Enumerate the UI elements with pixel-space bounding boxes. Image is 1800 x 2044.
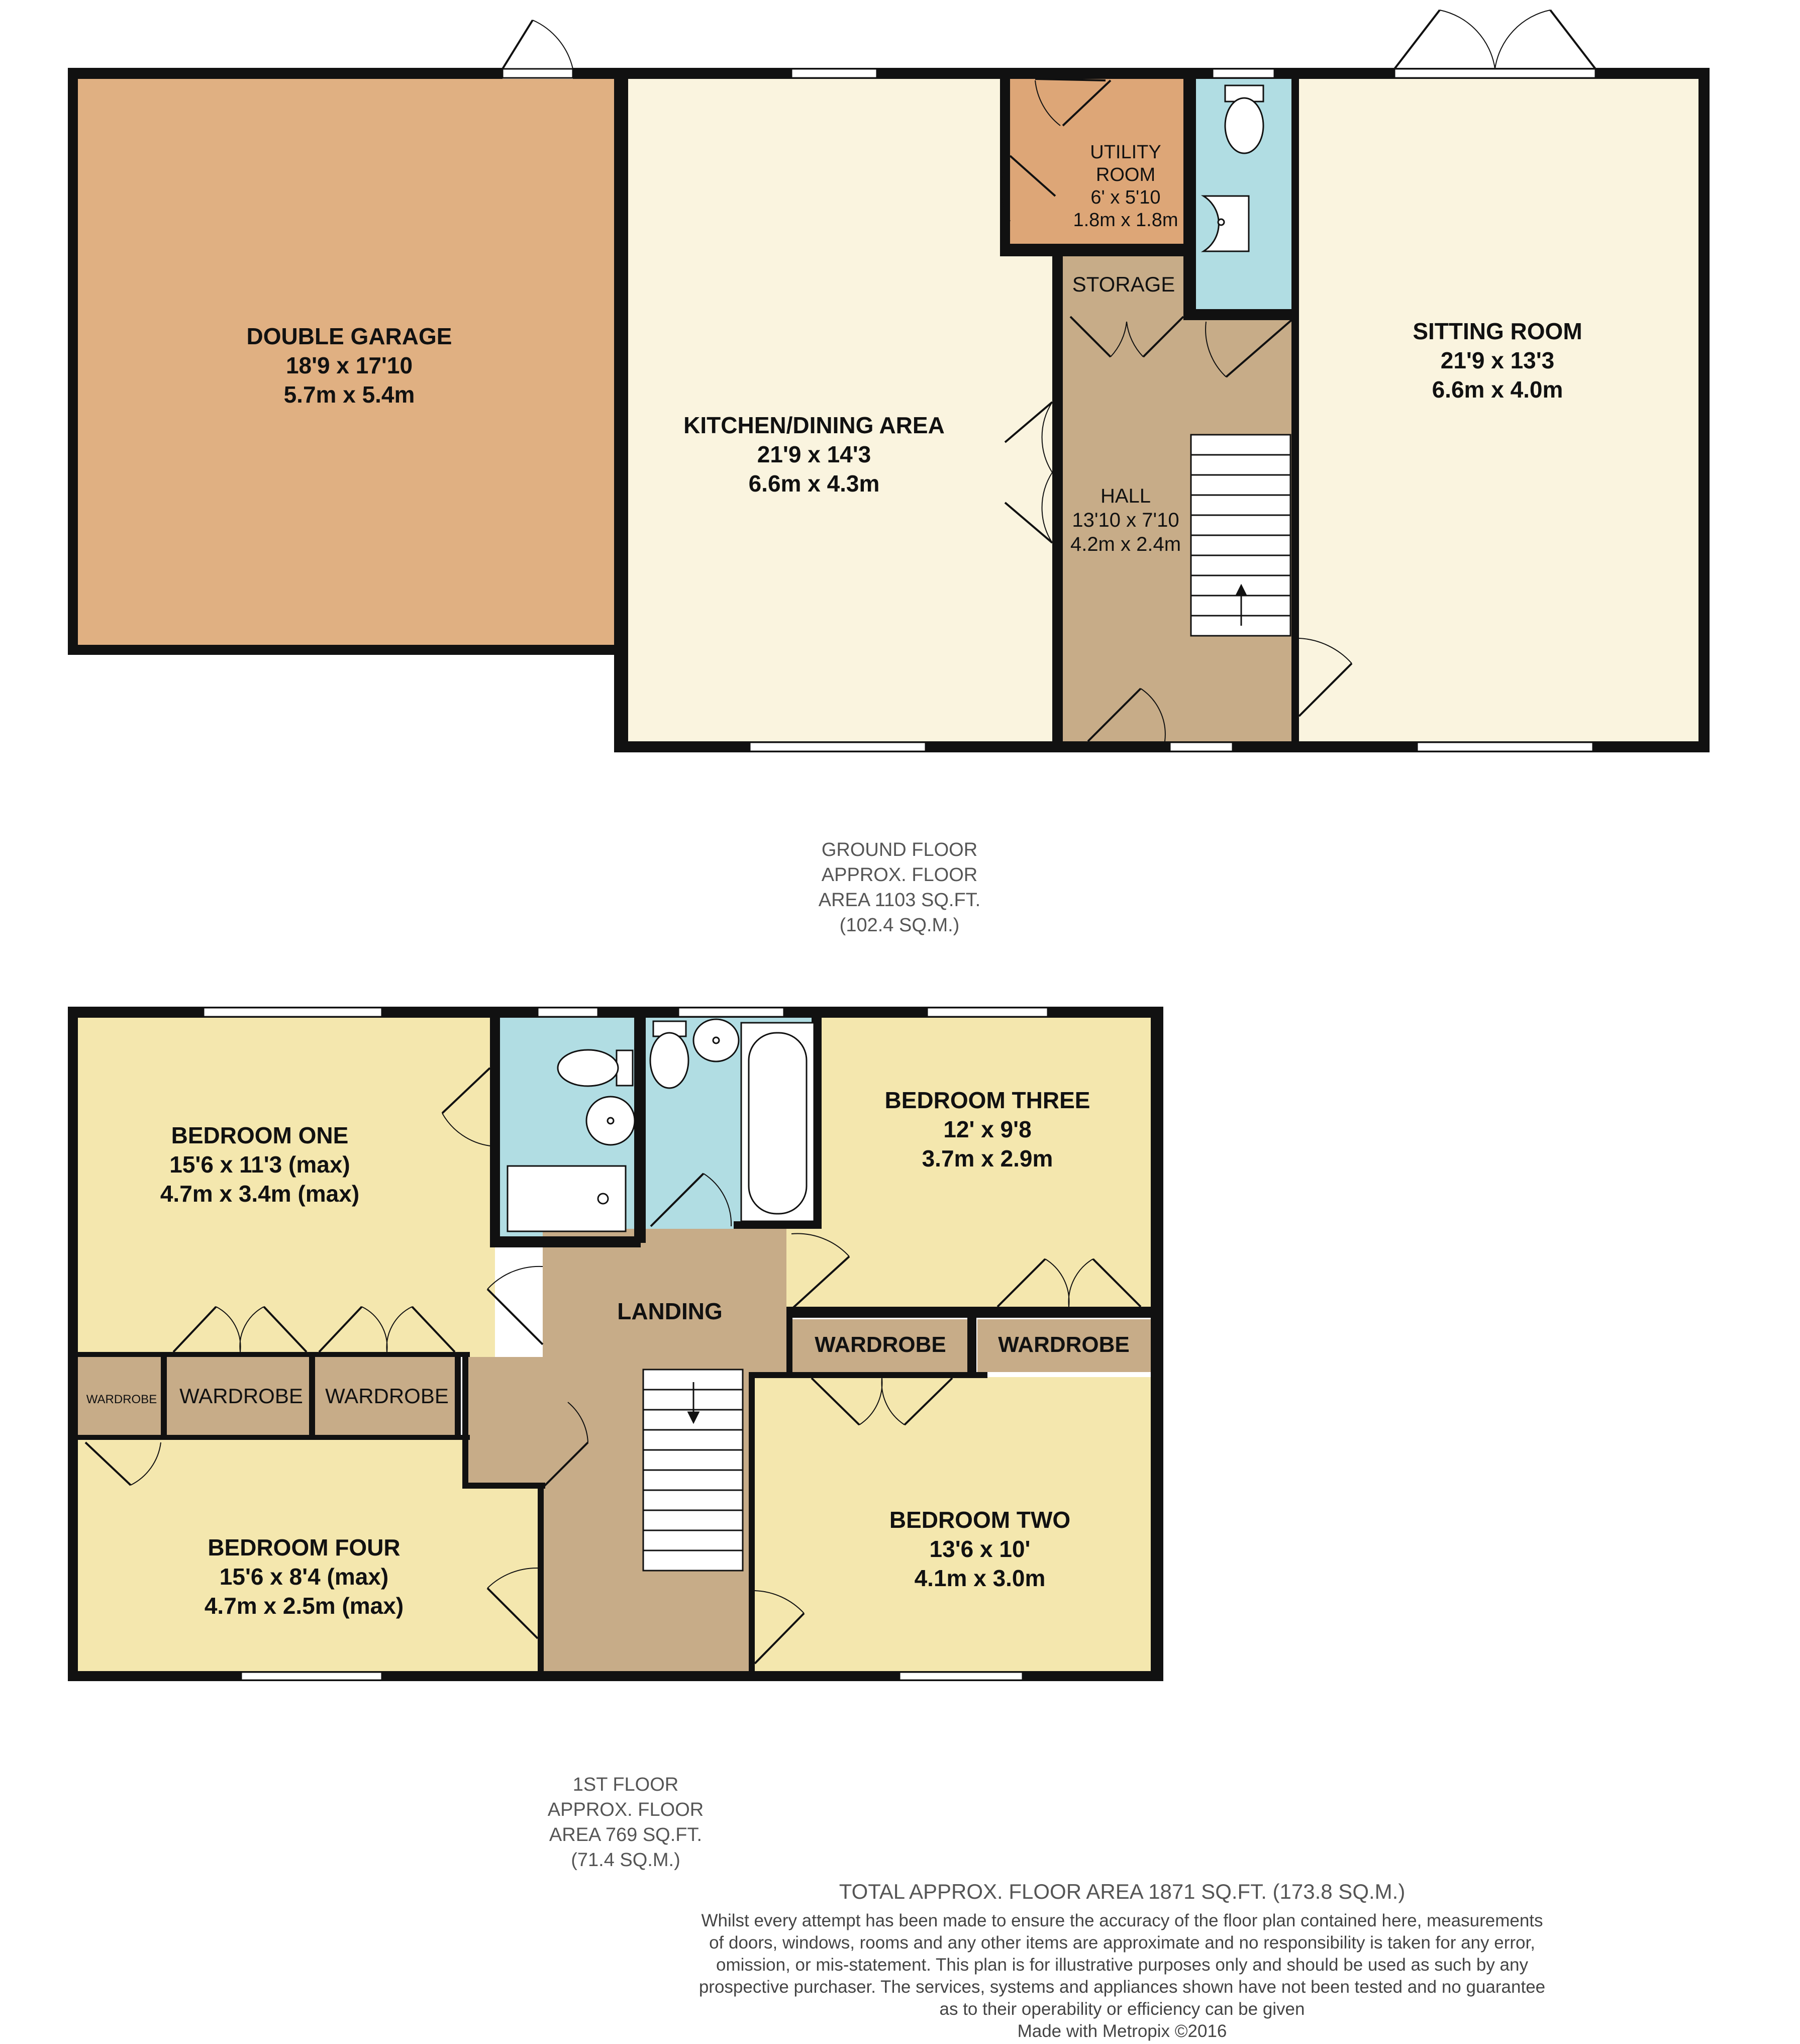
first-caption-3: AREA 769 SQ.FT. [549,1824,703,1845]
kitchen-imperial: 21'9 x 14'3 [757,441,871,467]
storage-name: STORAGE [1072,272,1175,296]
bed3-imperial: 12' x 9'8 [943,1116,1032,1142]
kitchen-floor [628,79,1055,744]
ground-floor-caption [819,839,980,936]
disclaimer-line-4: prospective purchaser. The services, systems and appliances shown have not been tested and no guarantee [698,1977,1546,1997]
wardrobe-label-1: WARDROBE [179,1384,303,1408]
bed4-name: BEDROOM FOUR [208,1534,401,1561]
first-caption-2: APPROX. FLOOR [547,1799,704,1820]
wardrobe-label-4: WARDROBE [998,1332,1130,1357]
garage-imperial: 18'9 x 17'10 [285,352,413,378]
credit: Made with Metropix ©2016 [1017,2021,1227,2041]
bed1-label [160,1122,359,1207]
ground-floor [68,10,1710,936]
wardrobe-label-2: WARDROBE [325,1384,449,1408]
sitting-name: SITTING ROOM [1413,318,1582,344]
bed3-name: BEDROOM THREE [884,1087,1090,1113]
ground-caption-4: (102.4 SQ.M.) [839,915,960,936]
utility-metric: 1.8m x 1.8m [1073,210,1178,231]
first-floor [68,1007,1163,1871]
ground-caption-1: GROUND FLOOR [821,839,978,860]
hall-name: HALL [1100,485,1151,507]
bed2-name: BEDROOM TWO [889,1507,1071,1533]
footer [699,1880,1545,2041]
ground-caption-3: AREA 1103 SQ.FT. [818,890,981,911]
bed1-name: BEDROOM ONE [171,1122,349,1148]
utility-imperial: 6' x 5'10 [1090,187,1161,208]
sitting-floor [1299,79,1701,744]
landing-cupboard-floor [467,1357,543,1488]
sitting-imperial: 21'9 x 13'3 [1440,347,1555,373]
bed1-imperial: 15'6 x 11'3 (max) [169,1151,350,1178]
garage-name: DOUBLE GARAGE [246,323,452,349]
bed1-metric: 4.7m x 3.4m (max) [160,1181,360,1207]
kitchen-metric: 6.6m x 4.3m [748,470,880,497]
first-floor-caption [548,1774,704,1871]
first-caption-1: 1ST FLOOR [572,1774,679,1795]
hall-metric: 4.2m x 2.4m [1070,533,1181,555]
disclaimer-line-2: of doors, windows, rooms and any other items are approximate and no responsibility is taken for any error, [709,1933,1535,1953]
first-staircase [643,1370,743,1571]
first-caption-4: (71.4 SQ.M.) [571,1850,680,1871]
disclaimer-line-1: Whilst every attempt has been made to ensure the accuracy of the floor plan contained here, measurements [701,1911,1543,1930]
bed4-imperial: 15'6 x 8'4 (max) [219,1564,389,1590]
bed4-metric: 4.7m x 2.5m (max) [204,1593,404,1619]
hall-imperial: 13'10 x 7'10 [1072,509,1179,531]
bed2-imperial: 13'6 x 10' [929,1536,1031,1562]
garage-metric: 5.7m x 5.4m [283,381,415,408]
bed3-lower-floor [786,1229,1151,1309]
bed3-metric: 3.7m x 2.9m [922,1145,1053,1172]
sitting-metric: 6.6m x 4.0m [1432,376,1563,403]
disclaimer-line-3: omission, or mis-statement. This plan is for illustrative purposes only and should be used as such by any [716,1955,1528,1975]
wardrobe-small-label: WARDROBE [86,1393,157,1406]
ground-caption-2: APPROX. FLOOR [821,864,978,886]
kitchen-name: KITCHEN/DINING AREA [683,412,945,438]
total-area: TOTAL APPROX. FLOOR AREA 1871 SQ.FT. (173.8 SQ.M.) [839,1880,1406,1903]
bed4-label [205,1534,404,1619]
disclaimer-line-5: as to their operability or efficiency can be given [939,1999,1305,2019]
utility-name-1: UTILITY [1090,142,1161,163]
bed2-metric: 4.1m x 3.0m [914,1565,1046,1591]
utility-name-2: ROOM [1095,164,1156,185]
wardrobe-label-3: WARDROBE [815,1332,946,1357]
landing-name: LANDING [617,1298,723,1324]
ground-staircase [1191,435,1290,636]
